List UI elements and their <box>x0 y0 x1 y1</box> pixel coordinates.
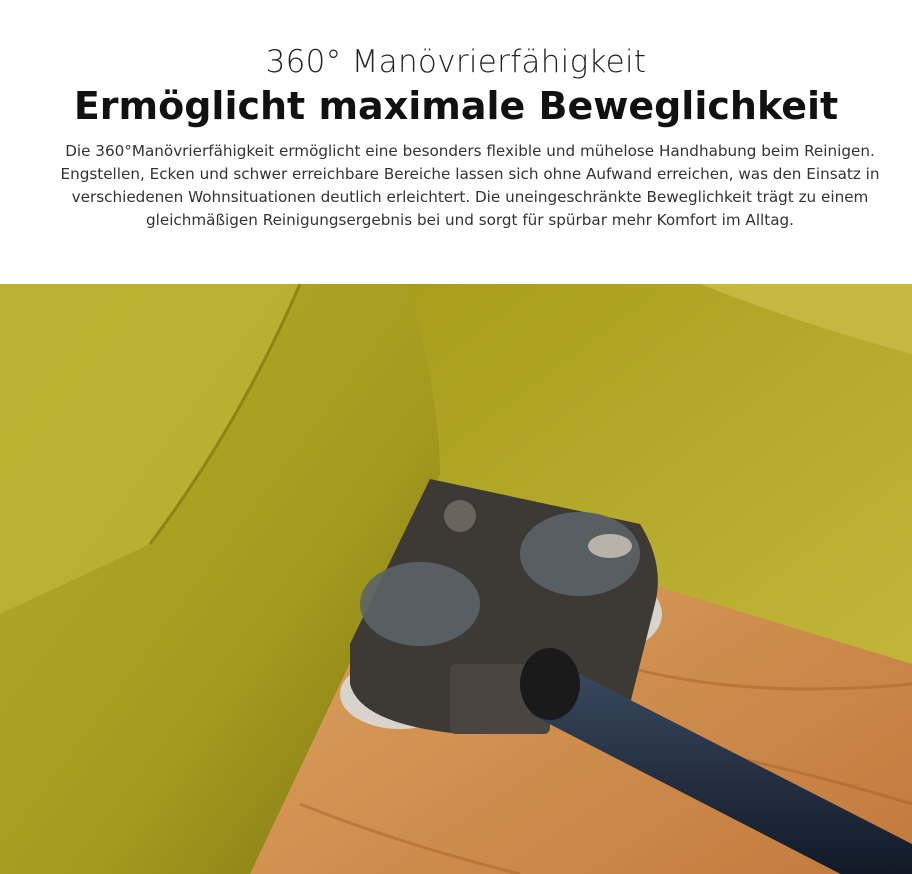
product-photo <box>0 284 912 874</box>
feature-header <box>0 0 912 284</box>
feature-title: Ermöglicht maximale Beweglichkeit <box>73 84 839 128</box>
feature-description: Die 360°Manövrierfähigkeit ermöglicht eine besonders flexible und mühelose Handhabung beim Reinigen. Engstellen, Ecken und schwer erreichbare Bereiche lassen sich ohne Aufwand erreichen, was den Einsatz in verschiedenen Wohnsituationen deutlich erleichtert. Die uneingeschränkte Beweglichkeit trägt zu einem gleichmäßigen Reinigungsergebnis bei und sorgt für spürbar mehr Komfort im Alltag. <box>60 142 880 229</box>
feature-subtitle: 360° Manövrierfähigkeit <box>265 44 647 80</box>
